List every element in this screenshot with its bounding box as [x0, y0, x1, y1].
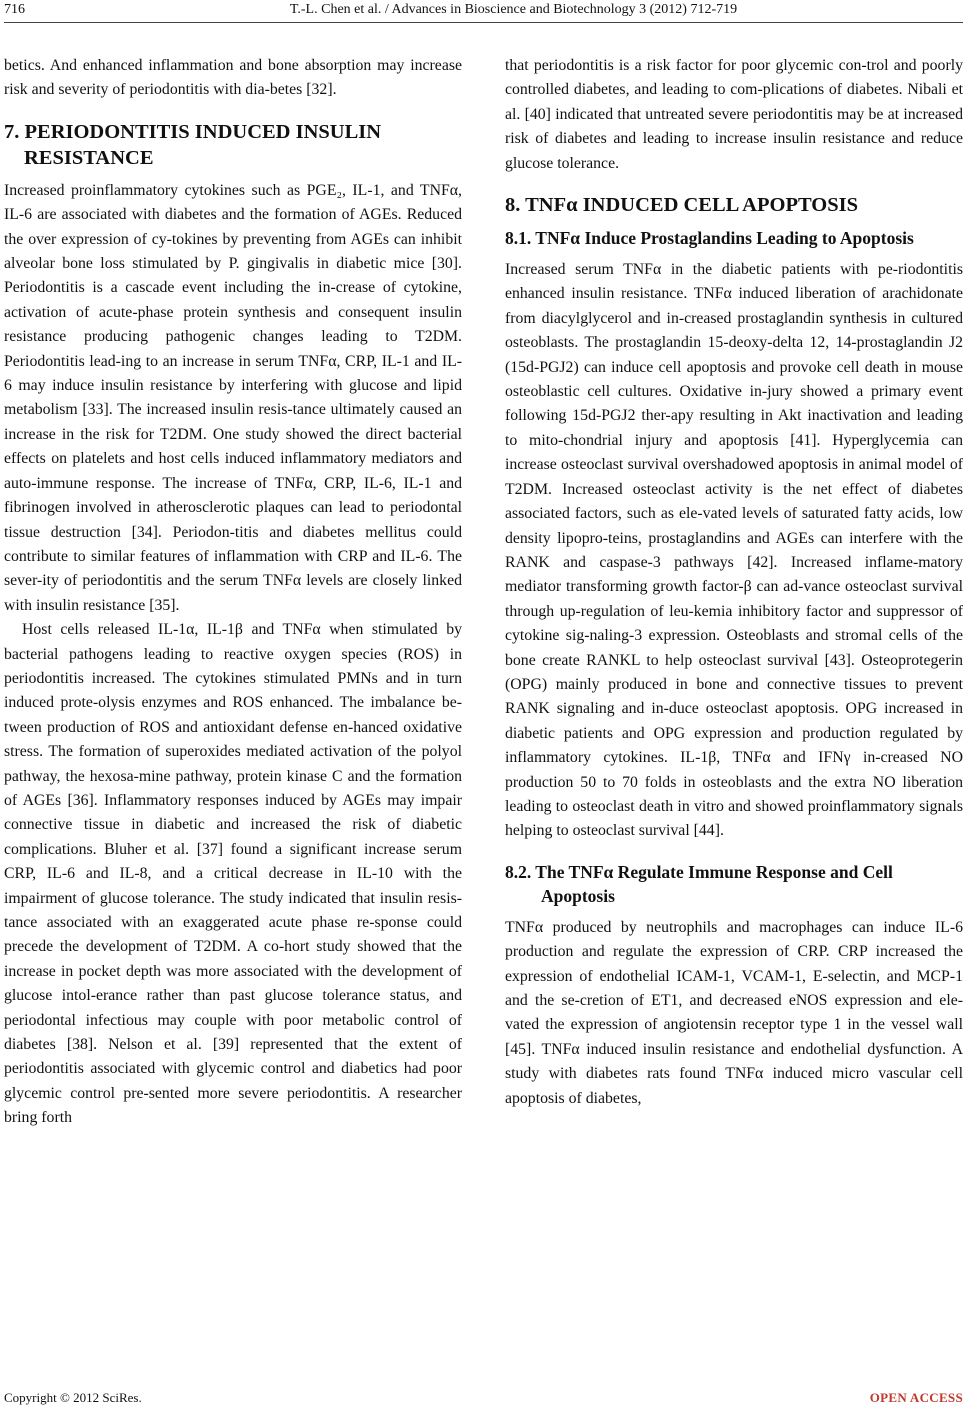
copyright-notice: Copyright © 2012 SciRes. — [4, 1390, 142, 1405]
subsection-8-1-title: 8.1. TNFα Induce Prostaglandins Leading to Apoptosis — [505, 228, 914, 249]
page-number: 716 — [4, 2, 25, 17]
section-7-paragraph-1: Increased proinflammatory cytokines such as PGE₂, IL-1, and TNFα, IL-6 are associated with diabetes and the formation of AGEs. Reduced the over expression of cy-tokines by preventing from AGEs can inhibit alveolar bone loss stimulated by P. gingivalis in diabetic mice [30]. Periodontitis is a cascade event including the in-crease of cytokine, activation of acute-phase protein synthesis and consequent insulin resistance producing pathogenic changes leading to T2DM. Periodontitis lead-ing to an increase in serum TNFα, CRP, IL-1 and IL-6 may induce insulin resistance by interfering with glucose and lipid metabolism [33]. The increased insulin resis-tance ultimately caused an increase in the risk for T2DM. One study showed the direct bacterial effects on platelets and host cells induced inflammatory mediators and auto-immune response. The increase of TNFα, CRP, IL-6, IL-1 and fibrinogen involved in atherosclerotic plaques can lead to periodontal tissue destruction [34]. Periodon-titis and diabetes mellitus could contribute to similar features of inflammation with CRP and IL-6. The sever-ity of periodontitis and the serum TNFα levels are closely linked with insulin resistance [35]. — [4, 181, 462, 614]
left-column — [4, 54, 462, 1131]
continued-paragraph: that periodontitis is a risk factor for poor glycemic con-trol and poorly controlled diabetes, and leading to com-plications of diabetes. Nibali et al. [40] indicated that untreated severe periodontitis may be at increased risk of diabetes and leading to increase insulin resistance and reduce glucose tolerance. — [505, 57, 963, 172]
intro-paragraph: betics. And enhanced inflammation and bone absorption may increase risk and severity of periodontitis with dia-betes [32]. — [4, 57, 462, 99]
section-7-title: 7. PERIODONTITIS INDUCED INSULIN RESISTANCE — [4, 120, 382, 169]
page-header — [0, 0, 967, 26]
subsection-8-1-paragraph: Increased serum TNFα in the diabetic patients with pe-riodontitis enhanced insulin resistance. TNFα induced liberation of arachidonate from diacylglycerol and in-creased prostaglandin synthesis in cultured osteoblasts. The prostaglandin 15-deoxy-delta 12, 14-prostaglandin J2 (15d-PGJ2) can induce cell apoptosis and provoke cell death in mouse osteoblastic cell cultures. Oxidative in-jury showed a primary event following 15d-PGJ2 ther-apy resulting in Akt inactivation and leading to mito-chondrial injury and apoptosis [41]. Hyperglycemia can increase osteoclast survival overshadowed apoptosis in animal model of T2DM. Increased osteoclast activity is the net effect of diabetes associated factors, such as ele-vated levels of saturated fatty acids, low density lipopro-teins, prostaglandins and AGEs can interfere with the RANK and caspase-3 pathways [42]. Increased inflame-matory mediator transforming growth factor-β can ad-vance osteoclast survival through up-regulation of leu-kemia inhibitory factor and suppressor of cytokine sig-naling-3 expression. Osteoblasts and stromal cells of the bone create RANKL to help osteoclast survival [43]. Osteoprotegerin (OPG) mainly produced in bone and connective tissues to prevent RANK signaling and in-duce osteoclast apoptosis. OPG increased in diabetic patients and OPG expression and production regulated by inflammatory cytokines. IL-1β, TNFα and IFNγ in-creased NO production 50 to 70 folds in osteoblasts and the extra NO liberation leading to osteoclast death in vitro and showed proinflammatory signals helping to osteoclast survival [44]. — [505, 261, 963, 840]
open-access-label: OPEN ACCESS — [869, 1390, 963, 1405]
right-column — [505, 54, 963, 1111]
subsection-8-2-paragraph: TNFα produced by neutrophils and macrophages can induce IL-6 production and regulate the expression of CRP. CRP increased the expression of endothelial ICAM-1, VCAM-1, E-selectin, and MCP-1 and the se-cretion of ET1, and decreased eNOS expression and ele-vated the expression of angiotensin receptor type 1 in the vessel wall [45]. TNFα induced insulin resistance and endothelial dysfunction. A study with diabetes rats found TNFα induced micro vascular cell apoptosis of diabetes, — [505, 918, 963, 1107]
section-7-paragraph-2: Host cells released IL-1α, IL-1β and TNFα when stimulated by bacterial pathogens leading to reactive oxygen species (ROS) in periodontitis increased. The cytokines stimulated PMNs and in turn induced prote-olysis enzymes and ROS enhanced. The imbalance be-tween production of ROS and antioxidant defense en-hanced oxidative stress. The formation of superoxides mediated activation of the polyol pathway, the hexosa-mine pathway, protein kinase C and the formation of AGEs [36]. Inflammatory responses induced by AGEs may impair connective tissue in diabetic and increased the risk of diabetic complications. Bluher et al. [37] found a significant increase serum CRP, IL-6 and IL-8, and a critical decrease in IL-10 with the impairment of glucose tolerance. The study indicated that insulin resis-tance associated with an exaggerated acute phase re-sponse could precede the development of T2DM. A co-hort study showed that the increase in pocket depth was more associated with the development of glucose intol-erance rather than past glucose tolerance status, and periodontal infectious may couple with poor metabolic control of diabetes [38]. Nelson et al. [39] represented that the extent of periodontitis associated with glycemic control and diabetics had poor glycemic control pre-sented more severe periodontitis. A researcher bring forth — [4, 621, 462, 1127]
section-8-title: 8. TNFα INDUCED CELL APOPTOSIS — [505, 194, 859, 217]
page-footer — [0, 1390, 967, 1410]
header-rule — [4, 22, 963, 23]
running-title: T.-L. Chen et al. / Advances in Bioscience and Biotechnology 3 (2012) 712-719 — [289, 2, 738, 17]
subsection-8-2-title: 8.2. The TNFα Regulate Immune Response and Cell Apoptosis — [505, 861, 893, 906]
